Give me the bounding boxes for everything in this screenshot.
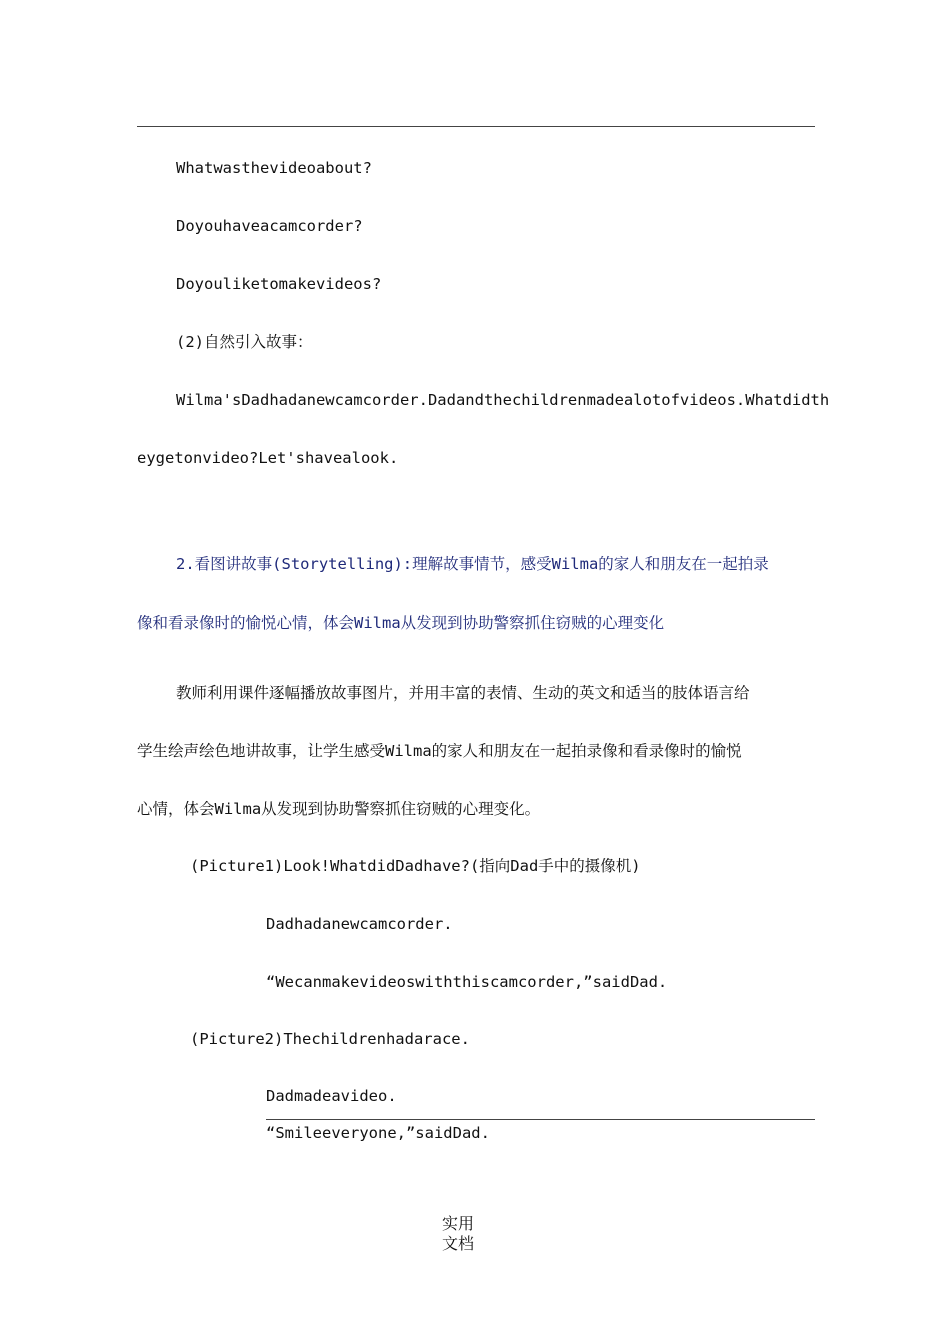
story-line: (Picture2)Thechildrenhadarace. (190, 1030, 470, 1048)
intro-text-line: Wilma'sDadhadanewcamcorder.Dadandthechildrenmadealotofvideos.Whatdidth (176, 391, 830, 409)
intro-text-line: eygetonvideo?Let'shavealook. (137, 449, 399, 467)
question-line: Whatwasthevideoabout? (176, 159, 372, 177)
footer-text: 文档 (441, 1234, 474, 1253)
subsection-label: (2)自然引入故事： (176, 333, 313, 351)
paragraph-line: 学生绘声绘色地讲故事，让学生感受Wilma的家人和朋友在一起拍录像和看录像时的愉悦 (137, 742, 742, 760)
footnote-rule (266, 1119, 815, 1120)
story-line: “Wecanmakevideoswiththiscamcorder,”saidDad. (266, 973, 668, 991)
story-line: “Smileeveryone,”saidDad. (266, 1124, 490, 1142)
header-rule (137, 126, 815, 127)
footer-text: 实用 (441, 1214, 474, 1233)
story-line: (Picture1)Look!WhatdidDadhave?(指向Dad手中的摄像机) (190, 857, 641, 875)
question-line: Doyouhaveacamcorder? (176, 217, 363, 235)
paragraph-line: 心情，体会Wilma从发现到协助警察抓住窃贼的心理变化。 (137, 800, 541, 818)
section-heading: 2.看图讲故事(Storytelling):理解故事情节，感受Wilma的家人和朋友在一起拍录 (176, 555, 769, 573)
paragraph-line: 教师利用课件逐幅播放故事图片，并用丰富的表情、生动的英文和适当的肢体语言给 (176, 684, 750, 702)
story-line: Dadmadeavideo. (266, 1087, 397, 1105)
story-line: Dadhadanewcamcorder. (266, 915, 453, 933)
question-line: Doyouliketomakevideos? (176, 275, 382, 293)
section-heading: 像和看录像时的愉悦心情，体会Wilma从发现到协助警察抓住窃贼的心理变化 (137, 614, 665, 632)
